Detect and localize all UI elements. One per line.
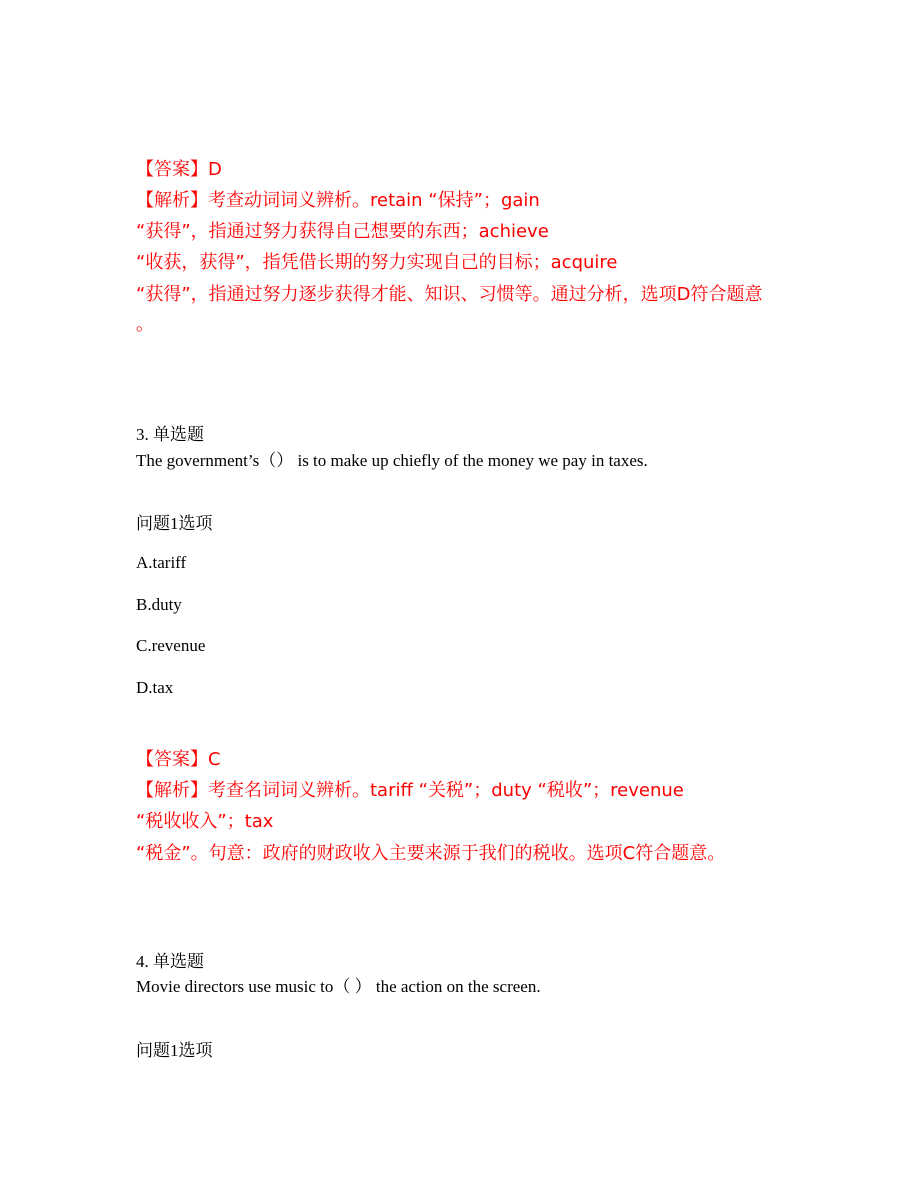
question-stem: Movie directors use music to（ ） the action on the screen. xyxy=(136,977,541,996)
analysis-line: “收获，获得”，指凭借长期的努力实现自己的目标；acquire xyxy=(136,252,618,273)
analysis-line: “税金”。句意：政府的财政收入主要来源于我们的税收。选项C符合题意。 xyxy=(136,843,726,864)
analysis-line: 【解析】考查动词词义辨析。retain “保持”；gain xyxy=(136,190,540,211)
answer-label: 【答案】C xyxy=(136,749,221,770)
analysis-line: “获得”，指通过努力逐步获得才能、知识、习惯等。通过分析，选项D符合题意 xyxy=(136,284,763,305)
option-c: C.revenue xyxy=(136,636,206,655)
option-b: B.duty xyxy=(136,595,182,614)
options-heading: 问题1选项 xyxy=(136,514,213,533)
question-title: 4. 单选题 xyxy=(136,952,204,971)
analysis-line: 【解析】考查名词词义辨析。tariff “关税”；duty “税收”；revenue xyxy=(136,780,684,801)
option-a: A.tariff xyxy=(136,553,187,572)
analysis-line: 。 xyxy=(136,314,154,335)
question-stem: The government’s（） is to make up chiefly of the money we pay in taxes. xyxy=(136,451,648,470)
option-d: D.tax xyxy=(136,678,174,697)
options-heading: 问题1选项 xyxy=(136,1041,213,1060)
question-title: 3. 单选题 xyxy=(136,425,204,444)
answer-label: 【答案】D xyxy=(136,159,222,180)
analysis-line: “税收收入”；tax xyxy=(136,811,274,832)
analysis-line: “获得”，指通过努力获得自己想要的东西；achieve xyxy=(136,221,549,242)
